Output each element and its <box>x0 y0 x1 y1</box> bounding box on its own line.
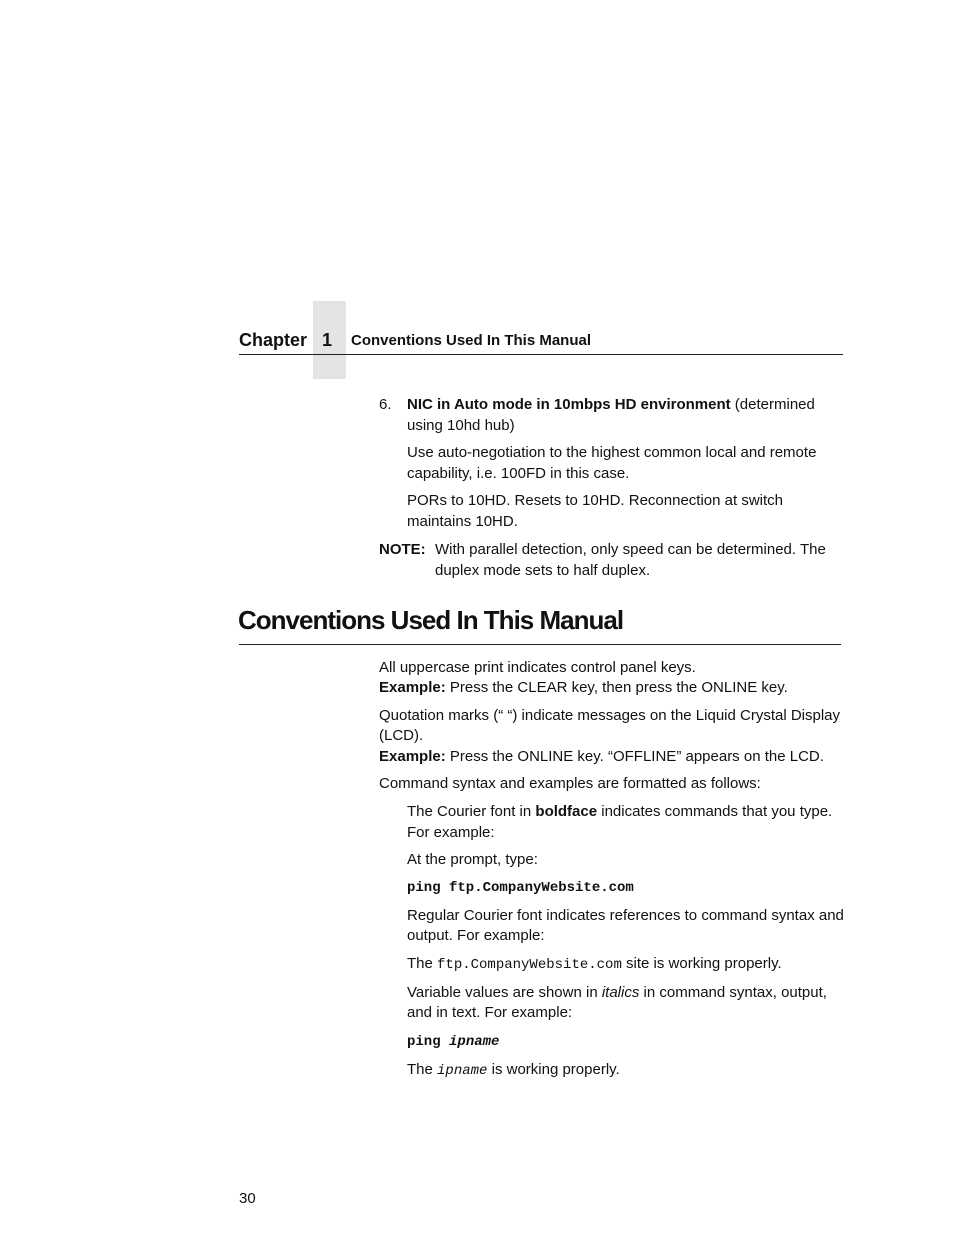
section-content <box>379 658 849 1089</box>
italic-word: italics <box>601 983 640 1001</box>
text-span: The <box>407 955 438 973</box>
section-rule <box>239 644 841 645</box>
command-example-1: ping ftp.CompanyWebsite.com <box>407 880 634 897</box>
note-text: With parallel detection, only speed can be determined. The duplex mode sets to half duplex. <box>435 541 826 579</box>
variable-span: ipname <box>437 1062 488 1079</box>
code-span: ftp.CompanyWebsite.com <box>437 957 622 974</box>
para-ipname-example <box>407 1060 849 1081</box>
list-item-para-2: PORs to 10HD. Resets to 10HD. Reconnection at switch maintains 10HD. <box>407 492 783 530</box>
para-syntax-intro: Command syntax and examples are formatted as follows: <box>379 775 761 793</box>
example-text-2: Press the ONLINE key. “OFFLINE” appears on the LCD. <box>445 747 824 765</box>
list-item-heading-bold: NIC in Auto mode in 10mbps HD environment <box>407 396 731 413</box>
variable-span: ipname <box>449 1033 500 1050</box>
running-title: Conventions Used In This Manual <box>351 332 592 349</box>
header-rule <box>239 354 843 355</box>
text-span: indicates commands that you type. For example: <box>407 803 833 841</box>
para-prompt: At the prompt, type: <box>407 851 538 869</box>
chapter-number: 1 <box>321 330 332 350</box>
para-regular-courier: Regular Courier font indicates references to command syntax and output. For example: <box>407 906 844 945</box>
para-quotation <box>379 706 849 767</box>
example-label: Example: <box>379 679 446 697</box>
para-uppercase-text: All uppercase print indicates control panel keys. <box>379 659 696 676</box>
bold-word: boldface <box>535 803 598 821</box>
text-span: in command syntax, output, and in text. For example: <box>407 983 827 1022</box>
list-item-number: 6. <box>379 396 392 413</box>
list-item-heading-suffix: (determined using 10hd hub) <box>407 396 815 434</box>
command-span: ping <box>407 1033 450 1050</box>
para-site-example <box>407 954 849 975</box>
section-title: Conventions Used In This Manual <box>238 605 624 635</box>
text-span: site is working properly. <box>621 955 782 973</box>
command-example-2 <box>407 1031 849 1052</box>
text-span: The Courier font in <box>407 803 536 821</box>
note-label: NOTE: <box>379 541 426 558</box>
para-uppercase <box>379 658 849 699</box>
list-item-para-1: Use auto-negotiation to the highest common local and remote capability, i.e. 100FD in this case. <box>407 444 817 482</box>
list-item-6 <box>379 395 845 539</box>
para-variables <box>407 983 849 1024</box>
list-item-heading <box>407 395 845 436</box>
para-courier-bold <box>407 802 849 843</box>
text-span: is working properly. <box>487 1060 620 1078</box>
text-span: The <box>407 1060 438 1078</box>
example-label: Example: <box>379 747 446 765</box>
note-block <box>379 540 845 581</box>
page-number: 30 <box>239 1190 256 1207</box>
example-text-1: Press the CLEAR key, then press the ONLINE key. <box>445 679 788 697</box>
chapter-label: Chapter <box>239 330 308 350</box>
para-quotation-text: Quotation marks (“ “) indicate messages on the Liquid Crystal Display (LCD). <box>379 707 841 745</box>
text-span: Variable values are shown in <box>407 983 602 1001</box>
